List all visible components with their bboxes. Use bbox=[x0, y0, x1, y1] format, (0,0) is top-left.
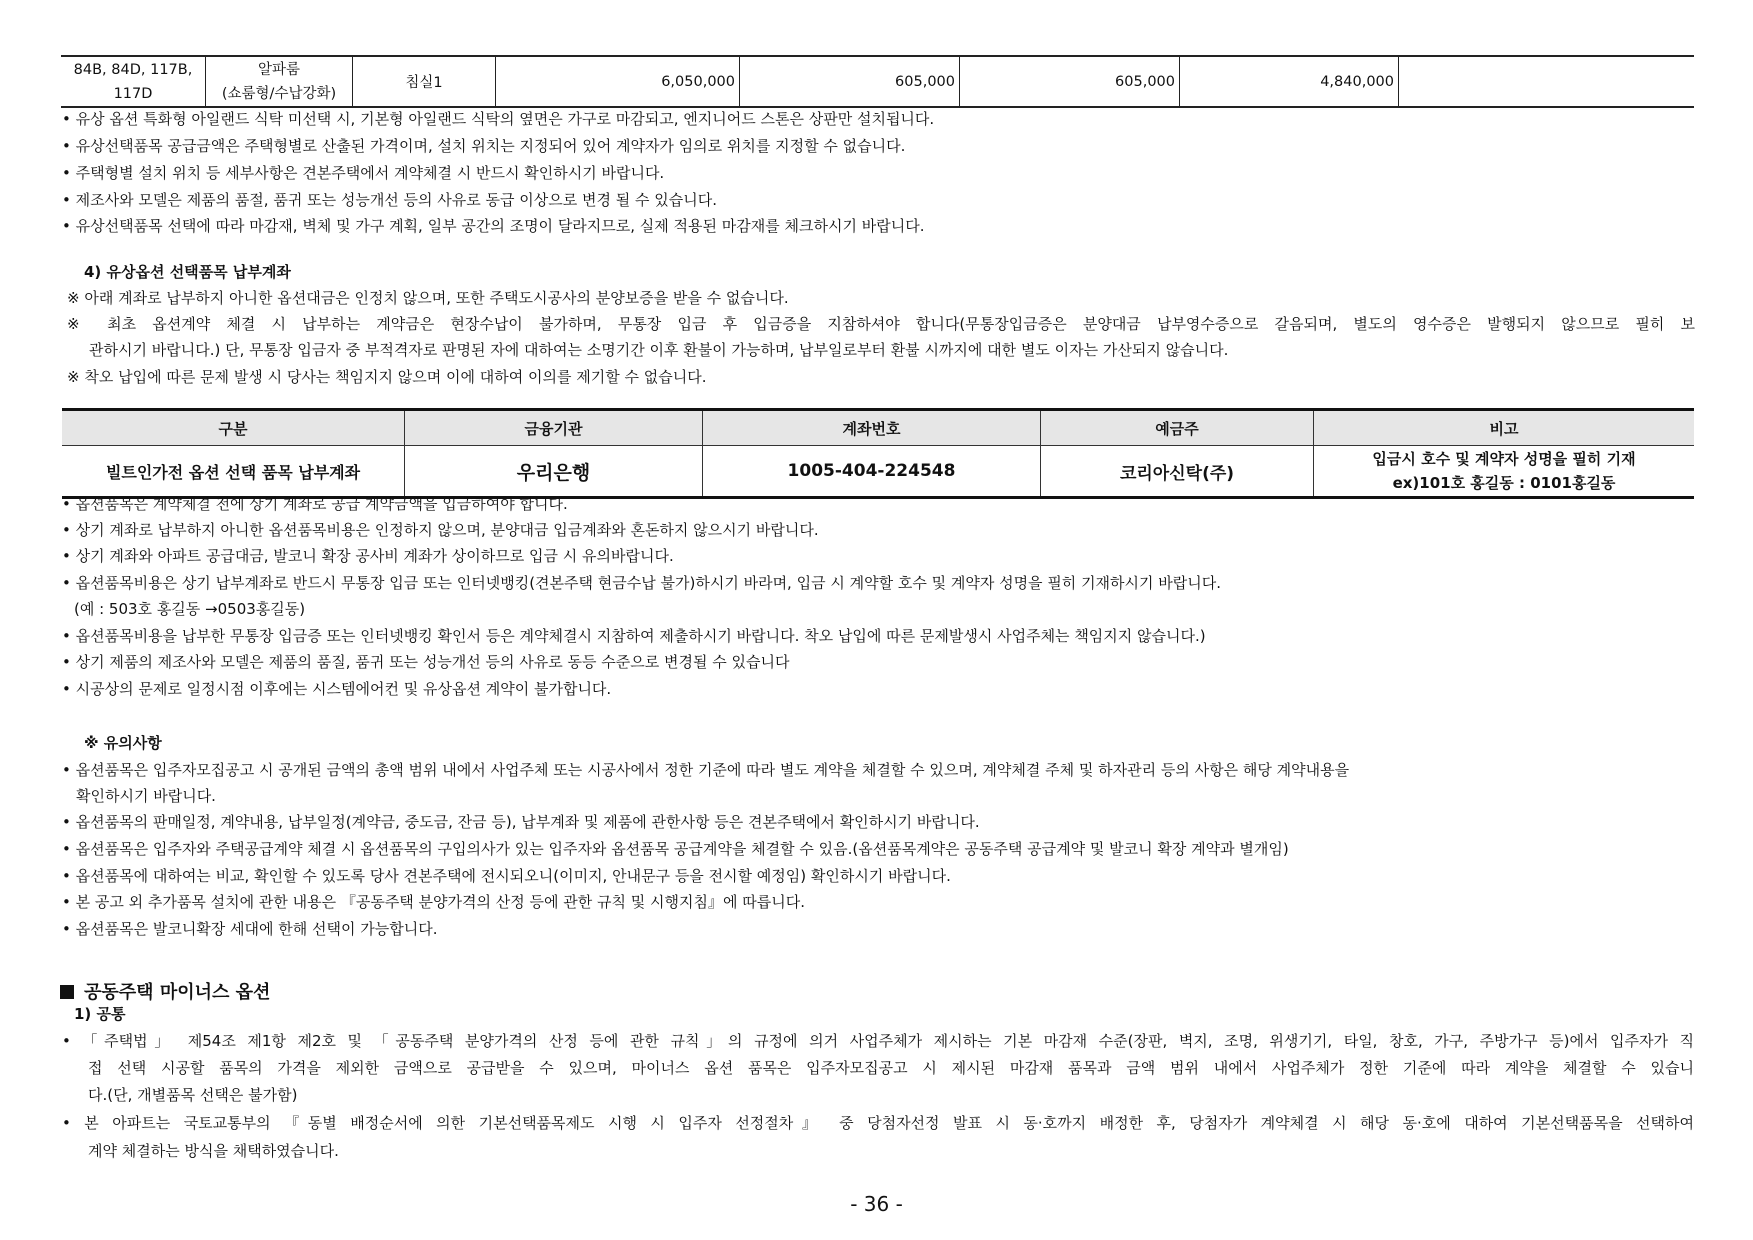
section-title: 공동주택 마이너스 옵션 bbox=[60, 978, 270, 1004]
note-item: • 유상선택품목 공급금액은 주택형별로 산출된 가격이며, 설치 위치는 지정되어 있어 계약자가 임의로 위치를 지정할 수 없습니다. bbox=[62, 137, 906, 155]
table-row bbox=[61, 56, 1694, 107]
column-header: 금융기관 bbox=[405, 410, 703, 446]
caution-item: • 옵션품목의 판매일정, 계약내용, 납부일정(계약금, 중도금, 잔금 등), 납부계좌 및 제품에 관한사항 등은 견본주택에서 확인하시기 바랍니다. bbox=[62, 813, 980, 831]
item-name-cell: 알파룸 (쇼룸형/수납강화) bbox=[206, 56, 353, 107]
table-row bbox=[62, 446, 1694, 498]
paragraph-line: 접 선택 시공할 품목의 가격을 제외한 금액으로 공급받을 수 있으며, 마이너스 옵션 품목은 입주자모집공고 시 제시된 마감재 품목과 금액 범위 내에서 사업주체가 정한 기준에 따라 계약을 체결할 수 있습니 bbox=[88, 1059, 1694, 1077]
note-item: (예 : 503호 홍길동 →0503홍길동) bbox=[74, 600, 306, 618]
amount-cell: 4,840,000 bbox=[1180, 56, 1399, 107]
notice-text: ※ 최초 옵션계약 체결 시 납부하는 계약금은 현장수납이 불가하며, 무통장 입금 후 입금증을 지참하셔야 합니다(무통장입금증은 분양대금 납부영수증으로 갈음되며, 별도의 영수증은 발행되지 않으므로 필히 보 bbox=[67, 315, 1695, 333]
note-item: • 옵션품목은 계약체결 전에 상기 계좌로 공급 계약금액을 입금하여야 합니다. bbox=[62, 495, 568, 513]
note-item: • 유상선택품목 선택에 따라 마감재, 벽체 및 가구 계획, 일부 공간의 조명이 달라지므로, 실제 적용된 마감재를 체크하시기 바랍니다. bbox=[62, 217, 925, 235]
caution-item: • 본 공고 외 추가품목 설치에 관한 내용은 『공동주택 분양가격의 산정 등에 관한 규칙 및 시행지침』에 따릅니다. bbox=[62, 893, 805, 911]
category-cell: 빌트인가전 옵션 선택 품목 납부계좌 bbox=[105, 462, 361, 482]
account-holder-cell: 코리아신탁(주) bbox=[1041, 446, 1314, 498]
note-item: • 옵션품목비용은 상기 납부계좌로 반드시 무통장 입금 또는 인터넷뱅킹(견본주택 현금수납 불가)하시기 바라며, 입금 시 계약할 호수 및 계약자 성명을 필히 기재하시기 바랍니다. bbox=[62, 574, 1222, 592]
caution-item: • 옵션품목은 발코니확장 세대에 한해 선택이 가능합니다. bbox=[62, 920, 438, 938]
bank-cell: 우리은행 bbox=[405, 446, 703, 498]
notice-text: ※ 착오 납입에 따른 문제 발생 시 당사는 책임지지 않으며 이에 대하여 이의를 제기할 수 없습니다. bbox=[67, 368, 707, 386]
column-header: 예금주 bbox=[1041, 410, 1314, 446]
paragraph-line: • 본 아파트는 국토교통부의 『동별 배정순서에 의한 기본선택품목제도 시행 시 입주자 선정절차』 중 당첨자선정 발표 시 동·호까지 배정한 후, 당첨자가 계약체결 시 해당 동·호에 대하여 기본선택품목을 선택하여 bbox=[62, 1114, 1694, 1132]
housing-type-cell: 84B, 84D, 117B, 117D bbox=[73, 61, 193, 102]
amount-cell: 6,050,000 bbox=[496, 56, 740, 107]
note-item: • 제조사와 모델은 제품의 품절, 품귀 또는 성능개선 등의 사유로 동급 이상으로 변경 될 수 있습니다. bbox=[62, 191, 718, 209]
square-bullet-icon bbox=[60, 985, 74, 999]
account-number-cell: 1005-404-224548 bbox=[703, 446, 1041, 498]
paragraph-line: 계약 체결하는 방식을 채택하였습니다. bbox=[88, 1142, 339, 1160]
caution-item: • 옵션품목에 대하여는 비교, 확인할 수 있도록 당사 견본주택에 전시되오니(이미지, 안내문구 등을 전시할 예정임) 확인하시기 바랍니다. bbox=[62, 867, 951, 885]
table-header-row bbox=[62, 410, 1694, 446]
note-item: • 상기 계좌와 아파트 공급대금, 발코니 확장 공사비 계좌가 상이하므로 입금 시 유의바랍니다. bbox=[62, 547, 674, 565]
note-item: • 상기 제품의 제조사와 모델은 제품의 품질, 품귀 또는 성능개선 등의 사유로 동등 수준으로 변경될 수 있습니다 bbox=[62, 653, 790, 671]
amount-cell: 605,000 bbox=[740, 56, 960, 107]
amount-cell bbox=[1399, 56, 1695, 107]
section-heading: 4) 유상옵션 선택품목 납부계좌 bbox=[84, 263, 291, 281]
page-number: - 36 - bbox=[850, 1192, 903, 1216]
note-item: • 상기 계좌로 납부하지 아니한 옵션품목비용은 인정하지 않으며, 분양대금 입금계좌와 혼돈하지 않으시기 바랍니다. bbox=[62, 521, 819, 539]
caution-item: • 옵션품목은 입주자모집공고 시 공개된 금액의 총액 범위 내에서 사업주체 또는 시공사에서 정한 기준에 따라 별도 계약을 체결할 수 있으며, 계약체결 주체 및 하자관리 등의 사항은 해당 계약내용을 bbox=[62, 761, 1350, 779]
notice-text: ※ 아래 계좌로 납부하지 아니한 옵션대금은 인정치 않으며, 또한 주택도시공사의 분양보증을 받을 수 없습니다. bbox=[67, 289, 789, 307]
location-cell: 침실1 bbox=[353, 56, 496, 107]
note-item: • 유상 옵션 특화형 아일랜드 식탁 미선택 시, 기본형 아일랜드 식탁의 옆면은 가구로 마감되고, 엔지니어드 스톤은 상판만 설치됩니다. bbox=[62, 110, 935, 128]
caution-heading: ※ 유의사항 bbox=[84, 734, 162, 752]
note-item: • 시공상의 문제로 일정시점 이후에는 시스템에어컨 및 유상옵션 계약이 불가합니다. bbox=[62, 680, 612, 698]
column-header: 비고 bbox=[1314, 410, 1695, 446]
option-price-table bbox=[61, 55, 1694, 108]
note-item: • 옵션품목비용을 납부한 무통장 입금증 또는 인터넷뱅킹 확인서 등은 계약체결시 지참하여 제출하시기 바랍니다. 착오 납입에 따른 문제발생시 사업주체는 책임지지 않습니다.) bbox=[62, 627, 1206, 645]
amount-cell: 605,000 bbox=[960, 56, 1180, 107]
remark-cell: 입금시 호수 및 계약자 성명을 필히 기재 ex)101호 홍길동 : 0101홍길동 bbox=[1314, 446, 1695, 498]
caution-item: 확인하시기 바랍니다. bbox=[76, 787, 216, 805]
subsection-heading: 1) 공통 bbox=[74, 1005, 126, 1023]
payment-account-table bbox=[62, 408, 1694, 499]
note-item: • 주택형별 설치 위치 등 세부사항은 견본주택에서 계약체결 시 반드시 확인하시기 바랍니다. bbox=[62, 164, 665, 182]
column-header: 구분 bbox=[62, 410, 405, 446]
caution-item: • 옵션품목은 입주자와 주택공급계약 체결 시 옵션품목의 구입의사가 있는 입주자와 옵션품목 공급계약을 체결할 수 있음.(옵션품목계약은 공동주택 공급계약 및 발코니 확장 계약과 별개임) bbox=[62, 840, 1289, 858]
notice-text: 관하시기 바랍니다.) 단, 무통장 입금자 중 부적격자로 판명된 자에 대하여는 소명기간 이후 환불이 가능하며, 납부일로부터 환불 시까지에 대한 별도 이자는 가산되지 않습니다. bbox=[89, 341, 1229, 359]
paragraph-line: 다.(단, 개별품목 선택은 불가함) bbox=[88, 1086, 298, 1104]
column-header: 계좌번호 bbox=[703, 410, 1041, 446]
paragraph-line: • 「주택법」 제54조 제1항 제2호 및 「공동주택 분양가격의 산정 등에 관한 규칙」의 규정에 의거 사업주체가 제시하는 기본 마감재 수준(장판, 벽지, 조명, 위생기기, 타일, 창호, 가구, 주방가구 등)에서 입주자가 직 bbox=[62, 1032, 1694, 1050]
